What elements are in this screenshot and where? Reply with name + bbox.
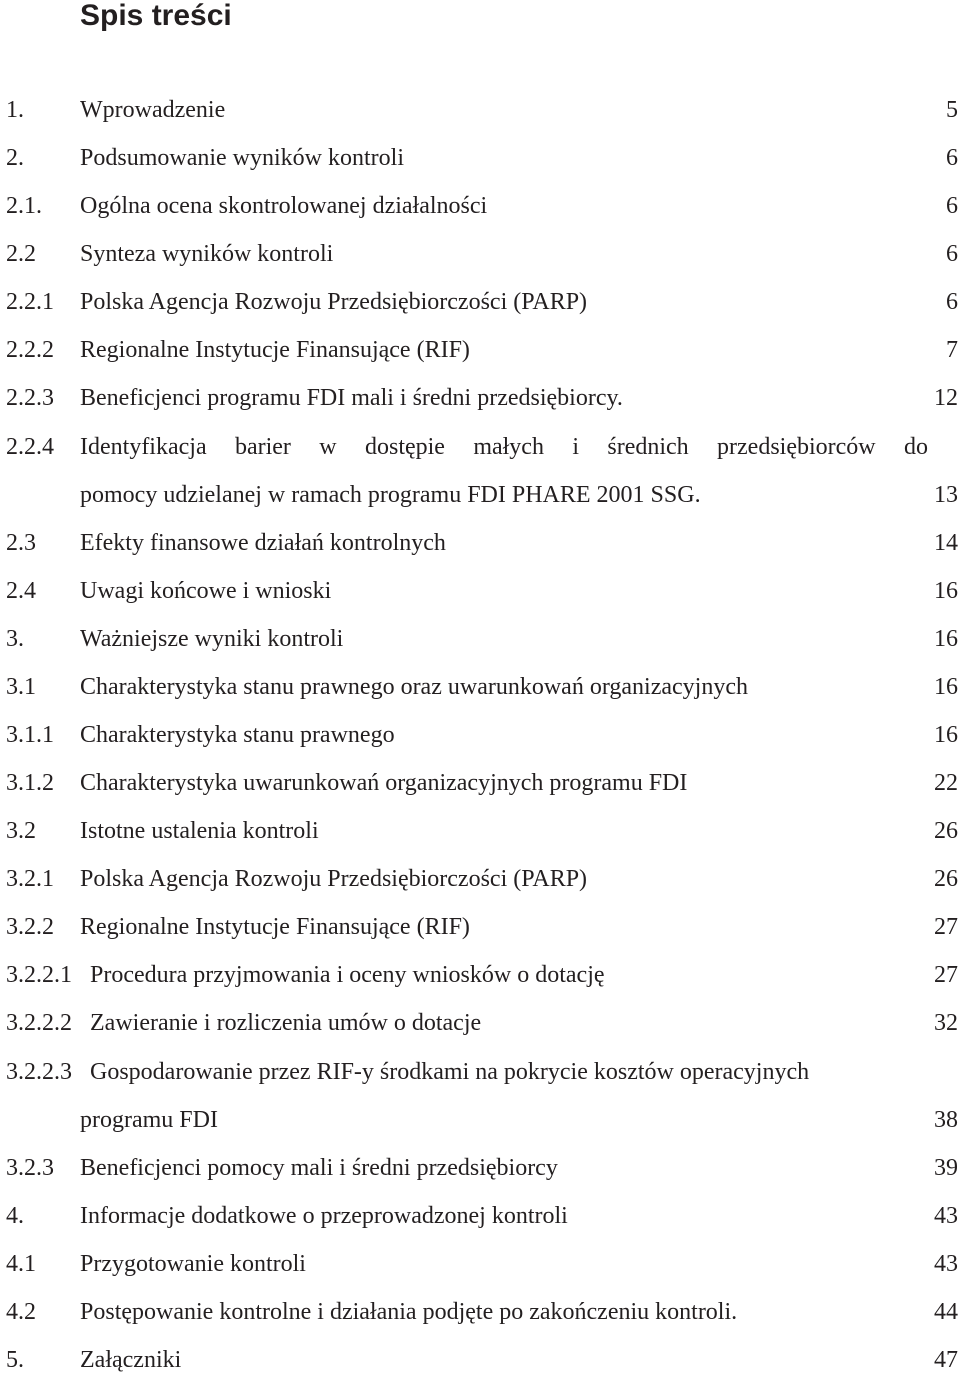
toc-entry-number: 2.2	[6, 241, 36, 267]
toc-entry-page: 16	[934, 578, 958, 604]
toc-entry-page: 5	[946, 97, 958, 123]
toc-entry[interactable]	[6, 1297, 958, 1327]
toc-entry-title: Ogólna ocena skontrolowanej działalności	[80, 193, 488, 219]
toc-entry-number: 2.4	[6, 578, 36, 604]
toc-entry-page: 44	[934, 1299, 958, 1325]
toc-entry-title: Postępowanie kontrolne i działania podjęte po zakończeniu kontroli.	[80, 1299, 738, 1325]
toc-entry-continuation[interactable]	[6, 1105, 958, 1135]
toc-entry-title: Synteza wyników kontroli	[80, 241, 334, 267]
toc-entry-number: 2.2.4	[6, 434, 54, 460]
toc-entry-number: 3.2.2.3	[6, 1059, 72, 1085]
toc-entry-page: 38	[934, 1107, 958, 1133]
toc-entry-number: 3.1.2	[6, 770, 54, 796]
toc-entry-title: Regionalne Instytucje Finansujące (RIF)	[80, 914, 470, 940]
toc-entry-title: Identyfikacja barier w dostępie małych i średnich przedsiębiorców do	[80, 434, 928, 460]
toc-entry-number: 4.	[6, 1203, 24, 1229]
toc-entry-page: 12	[934, 385, 958, 411]
toc-entry-page: 16	[934, 722, 958, 748]
toc-entry-number: 3.2.2	[6, 914, 54, 940]
toc-entry-page: 43	[934, 1203, 958, 1229]
toc-entry-title: Procedura przyjmowania i oceny wniosków o dotację	[90, 962, 605, 988]
toc-entry-number: 1.	[6, 97, 24, 123]
toc-entry-title: Informacje dodatkowe o przeprowadzonej kontroli	[80, 1203, 568, 1229]
toc-entry[interactable]	[6, 624, 958, 654]
toc-entry[interactable]	[6, 864, 958, 894]
toc-entry-title: Ważniejsze wyniki kontroli	[80, 626, 344, 652]
toc-entry-number: 2.2.1	[6, 289, 54, 315]
toc-entry-page: 6	[946, 289, 958, 315]
toc-entry[interactable]	[6, 912, 958, 942]
toc-entry-title: Wprowadzenie	[80, 97, 226, 123]
toc-entry-number: 5.	[6, 1347, 24, 1373]
toc-entry-number: 3.2.2.1	[6, 962, 72, 988]
toc-entry-title: Zawieranie i rozliczenia umów o dotacje	[90, 1010, 482, 1036]
toc-entry-title: Efekty finansowe działań kontrolnych	[80, 530, 446, 556]
toc-entry[interactable]	[6, 143, 958, 173]
toc-entry-title: Regionalne Instytucje Finansujące (RIF)	[80, 337, 470, 363]
toc-entry[interactable]	[6, 1057, 958, 1087]
toc-entry-continuation[interactable]	[6, 480, 958, 510]
toc-entry[interactable]	[6, 576, 958, 606]
toc-entry-page: 27	[934, 914, 958, 940]
toc-entry-number: 4.2	[6, 1299, 36, 1325]
toc-entry[interactable]	[6, 528, 958, 558]
toc-entry-title: programu FDI	[80, 1107, 218, 1133]
toc-entry-title: Charakterystyka stanu prawnego oraz uwarunkowań organizacyjnych	[80, 674, 748, 700]
page-title: Spis treści	[80, 0, 232, 32]
toc-entry-page: 39	[934, 1155, 958, 1181]
toc-entry-page: 26	[934, 866, 958, 892]
toc-entry-number: 3.	[6, 626, 24, 652]
toc-entry-page: 47	[934, 1347, 958, 1373]
toc-entry-title: Załączniki	[80, 1347, 182, 1373]
toc-entry-page: 6	[946, 241, 958, 267]
toc-entry-title: Podsumowanie wyników kontroli	[80, 145, 404, 171]
toc-entry-number: 2.3	[6, 530, 36, 556]
toc-entry[interactable]	[6, 1345, 958, 1375]
toc-entry[interactable]	[6, 960, 958, 990]
toc-entry-page: 27	[934, 962, 958, 988]
toc-entry-page: 7	[946, 337, 958, 363]
toc-entry-page: 6	[946, 145, 958, 171]
toc-entry[interactable]	[6, 1249, 958, 1279]
toc-entry-title: Gospodarowanie przez RIF-y środkami na pokrycie kosztów operacyjnych	[90, 1059, 810, 1085]
toc-entry-title: Przygotowanie kontroli	[80, 1251, 306, 1277]
toc-entry-number: 3.2.1	[6, 866, 54, 892]
toc-entry-number: 3.2.2.2	[6, 1010, 72, 1036]
toc-entry-title: Uwagi końcowe i wnioski	[80, 578, 332, 604]
toc-entry-title: Istotne ustalenia kontroli	[80, 818, 319, 844]
toc-entry-number: 3.1	[6, 674, 36, 700]
toc-entry[interactable]	[6, 287, 958, 317]
toc-entry-page: 14	[934, 530, 958, 556]
toc-entry-title: pomocy udzielanej w ramach programu FDI PHARE 2001 SSG.	[80, 482, 701, 508]
toc-entry[interactable]	[6, 95, 958, 125]
toc-entry[interactable]	[6, 239, 958, 269]
toc-entry-number: 2.1.	[6, 193, 42, 219]
toc-entry-title: Charakterystyka uwarunkowań organizacyjnych programu FDI	[80, 770, 688, 796]
toc-entry-title: Polska Agencja Rozwoju Przedsiębiorczości (PARP)	[80, 866, 588, 892]
toc-entry[interactable]	[6, 432, 958, 462]
toc-entry-page: 6	[946, 193, 958, 219]
toc-entry-number: 2.2.3	[6, 385, 54, 411]
toc-entry[interactable]	[6, 335, 958, 365]
toc-entry-number: 4.1	[6, 1251, 36, 1277]
toc-entry-title: Charakterystyka stanu prawnego	[80, 722, 395, 748]
toc-entry-page: 32	[934, 1010, 958, 1036]
toc-entry-page: 26	[934, 818, 958, 844]
toc-entry-page: 13	[934, 482, 958, 508]
toc-entry[interactable]	[6, 768, 958, 798]
toc-entry-number: 3.1.1	[6, 722, 54, 748]
toc-entry-title: Beneficjenci pomocy mali i średni przedsiębiorcy	[80, 1155, 558, 1181]
toc-entry[interactable]	[6, 191, 958, 221]
toc-entry-page: 43	[934, 1251, 958, 1277]
toc-entry-title: Beneficjenci programu FDI mali i średni przedsiębiorcy.	[80, 385, 623, 411]
toc-entry-page: 22	[934, 770, 958, 796]
toc-entry-number: 3.2	[6, 818, 36, 844]
toc-entry[interactable]	[6, 672, 958, 702]
toc-entry-number: 2.	[6, 145, 24, 171]
toc-entry-number: 3.2.3	[6, 1155, 54, 1181]
toc-entry-page: 16	[934, 626, 958, 652]
toc-entry[interactable]	[6, 383, 958, 413]
toc-entry-title: Polska Agencja Rozwoju Przedsiębiorczości (PARP)	[80, 289, 588, 315]
toc-entry-page: 16	[934, 674, 958, 700]
toc-entry[interactable]	[6, 1008, 958, 1038]
toc-entry[interactable]	[6, 1201, 958, 1231]
toc-entry[interactable]	[6, 816, 958, 846]
toc-entry[interactable]	[6, 720, 958, 750]
toc-entry[interactable]	[6, 1153, 958, 1183]
toc-entry-number: 2.2.2	[6, 337, 54, 363]
